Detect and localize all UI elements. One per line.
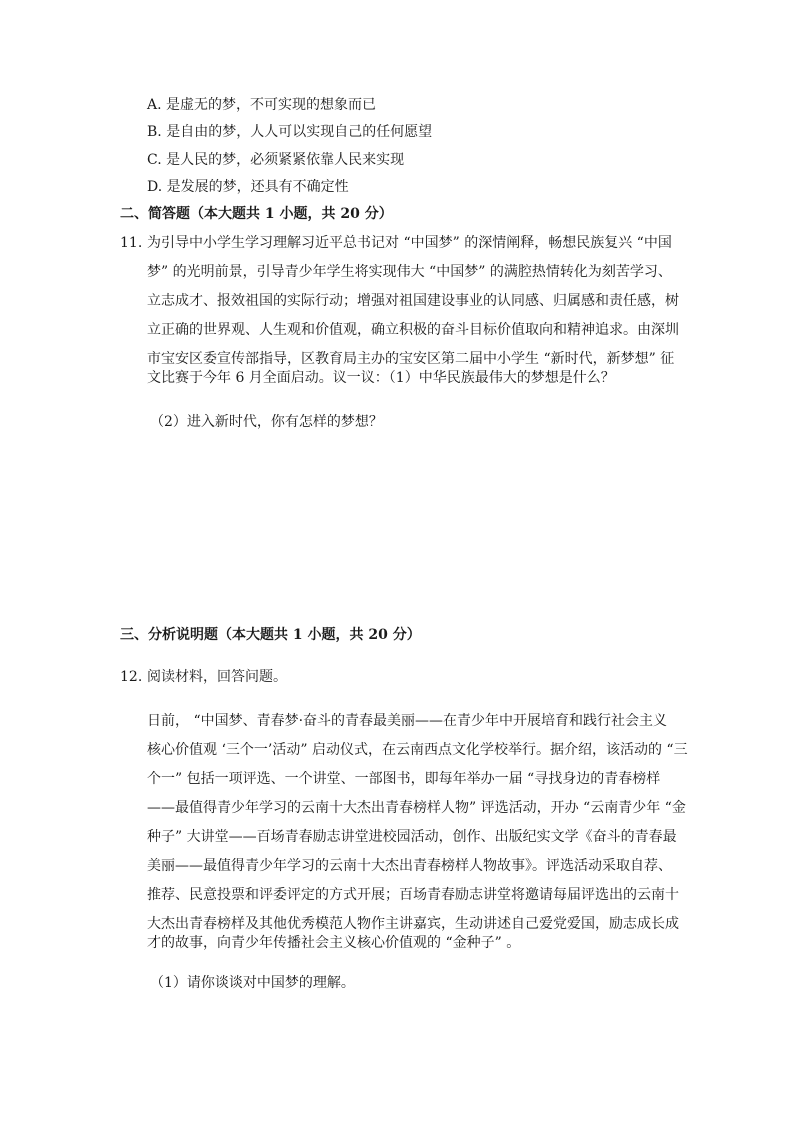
q12-line-9: 才的故事，向青少年传播社会主义核心价值观的 “金种子” 。 xyxy=(147,935,521,951)
q12-line-8: 大杰出青春榜样及其他优秀模范人物作主讲嘉宾，生动讲述自己爱党爱国，励志成长成 xyxy=(147,916,679,932)
q12-line-4: ——最值得青少年学习的云南十大杰出青春榜样人物” 评选活动，开办 “云南青少年 “金 xyxy=(147,800,686,816)
q12-line-2: 核心价值观 ‘三个一’活动” 启动仪式，在云南西点文化学校举行。据介绍，该活动的 “三 xyxy=(147,742,688,758)
q11-line-4: 立正确的世界观、人生观和价值观，确立积极的奋斗目标价值取向和精神追求。由深圳 xyxy=(147,322,679,338)
q12-subquestion-1: （1）请你谈谈对中国梦的理解。 xyxy=(150,975,355,991)
q11-line-3: 立志成才、报效祖国的实际行动；增强对祖国建设事业的认同感、归属感和责任感，树 xyxy=(147,293,679,309)
q12-line-5: 种子” 大讲堂——百场青春励志讲堂进校园活动，创作、出版纪实文学《奋斗的青春最 xyxy=(147,829,677,845)
question-12-number: 12. xyxy=(120,669,143,685)
section-3-heading: 三、分析说明题（本大题共 1 小题，共 20 分） xyxy=(120,627,421,643)
q12-line-3: 个一” 包括一项评选、一个讲堂、一部图书，即每年举办一届 “寻找身边的青春榜样 xyxy=(147,771,661,787)
q12-line-1: 日前， “中国梦、青春梦·奋斗的青春最美丽——在青少年中开展培育和践行社会主义 xyxy=(147,713,668,729)
question-11-number: 11. xyxy=(120,235,143,251)
q11-line-1: 为引导中小学生学习理解习近平总书记对 “中国梦” 的深情阐释，畅想民族复兴 “中国 xyxy=(147,235,672,251)
q11-line-2: 梦” 的光明前景，引导青少年学生将实现伟大 “中国梦” 的满腔热情转化为刻苦学习、 xyxy=(147,264,672,280)
q11-subquestion-2: （2）进入新时代，你有怎样的梦想？ xyxy=(150,414,383,430)
q11-line-5: 市宝安区委宣传部指导，区教育局主办的宝安区第二届中小学生 “新时代，新梦想” 征 xyxy=(147,351,675,367)
q12-prompt: 阅读材料，回答问题。 xyxy=(147,669,287,685)
q12-line-7: 推荐、民意投票和评委评定的方式开展；百场青春励志讲堂将邀请每届评选出的云南十 xyxy=(147,887,679,903)
option-a: A. 是虚无的梦，不可实现的想象而已 xyxy=(147,97,377,113)
option-d: D. 是发展的梦，还具有不确定性 xyxy=(147,179,349,195)
section-2-heading: 二、简答题（本大题共 1 小题，共 20 分） xyxy=(120,206,393,222)
q12-line-6: 美丽——最值得青少年学习的云南十大杰出青春榜样人物故事》。评选活动采取自荐、 xyxy=(147,858,672,874)
option-c: C. 是人民的梦，必须紧紧依靠人民来实现 xyxy=(147,152,405,168)
q11-line-6: 文比赛于今年 6 月全面启动。议一议：（1）中华民族最伟大的梦想是什么？ xyxy=(147,370,615,386)
option-b: B. 是自由的梦，人人可以实现自己的任何愿望 xyxy=(147,124,433,140)
